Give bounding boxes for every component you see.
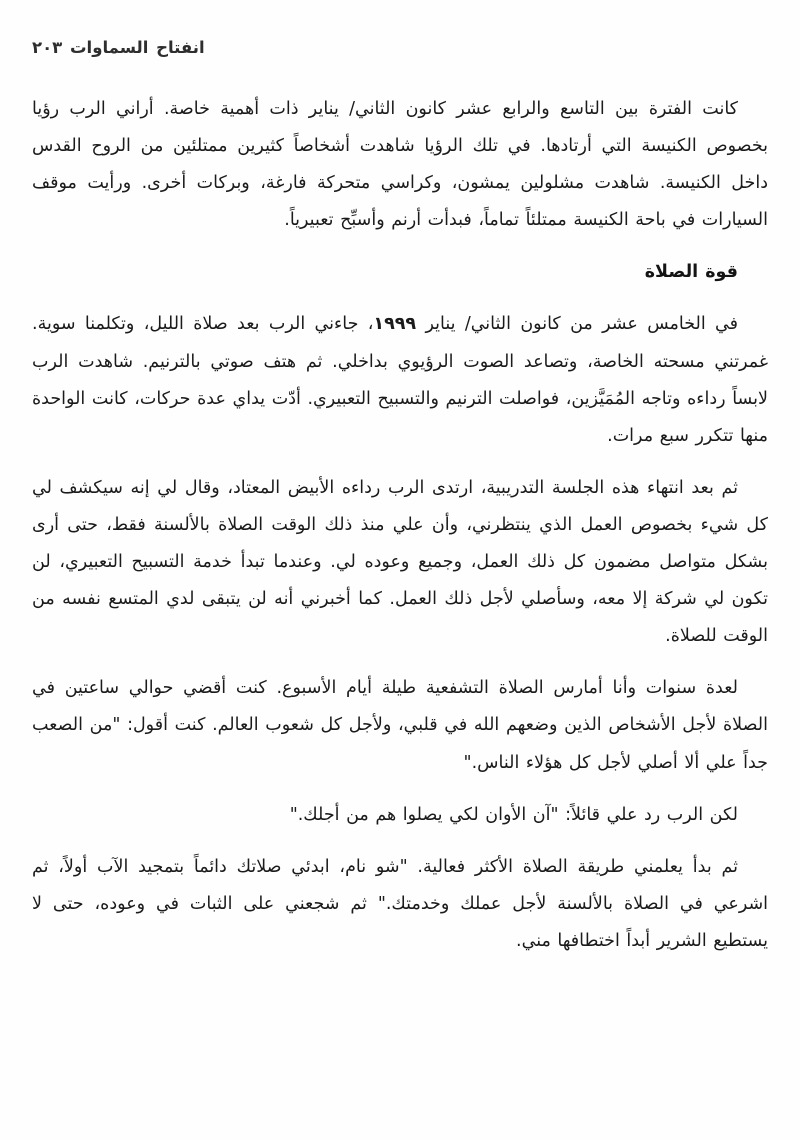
year-1999: ١٩٩٩ <box>373 314 417 335</box>
paragraph-lord-reply: لكن الرب رد علي قائلاً: "آن الأوان لكي يصلوا هم من أجلك." <box>289 804 738 825</box>
paragraph-night-prayer-after-year: ، جاءني الرب بعد صلاة الليل، وتكلمنا سوية. غمرتني مسحته الخاصة، وتصاعد الصوت الرؤيوي بداخلي. ثم هتف صوتي بالترنيم. شاهدت الرب لابساً رداءه وتاجه المُمَيَّزين، فواصلت الترنيم والتسبيح التعبيري. أدّت يداي عدة حركات، كانت الواحدة منها تتكرر سبع مرات. <box>32 314 768 446</box>
paragraph-night-prayer <box>32 306 768 454</box>
paragraph-training-session: ثم بعد انتهاء هذه الجلسة التدريبية، ارتدى الرب رداءه الأبيض المعتاد، وقال لي إنه سيكشف لي كل شيء بخصوص العمل الذي ينتظرني، وأن علي منذ ذلك الوقت الصلاة بالألسنة فقط، حتى أرى بشكل متواصل مضمون كل ذلك العمل، وجميع وعوده لي. وعندما تبدأ خدمة التسبيح التعبيري، لن تكون لي شركة إلا معه، وسأصلي لأجل ذلك العمل. كما أخبرني أنه لن يتبقى لدي المتسع نفسه من الوقت للصلاة. <box>32 477 768 647</box>
paragraph-vision: كانت الفترة بين التاسع والرابع عشر كانون الثاني/ يناير ذات أهمية خاصة. أراني الرب رؤيا بخصوص الكنيسة التي أرتادها. في تلك الرؤيا شاهدت أشخاصاً كثيرين ممتلئين من الروح القدس داخل الكنيسة. شاهدت مشلولين يمشون، وكراسي متحركة فارغة، وبركات أخرى. ورأيت موقف السيارات في باحة الكنيسة ممتلئاً تماماً، فبدأت أرنم وأسبِّح تعبيرياً. <box>32 99 768 231</box>
page-body <box>32 91 768 960</box>
section-title: قوة الصلاة <box>644 262 738 283</box>
running-header: انفتاح السماوات ٢٠٣ <box>32 38 205 57</box>
paragraph-intercessory-prayer: لعدة سنوات وأنا أمارس الصلاة التشفعية طيلة أيام الأسبوع. كنت أقضي حوالي ساعتين في الصلاة لأجل الأشخاص الذين وضعهم الله في قلبي، ولأجل كل شعوب العالم. كنت أقول: "من الصعب جداً علي ألا أصلي لأجل كل هؤلاء الناس." <box>32 678 768 773</box>
paragraph-prayer-method: ثم بدأ يعلمني طريقة الصلاة الأكثر فعالية. "شو نام، ابدئي صلاتك دائماً بتمجيد الآب أولاً، ثم اشرعي في الصلاة بالألسنة لأجل عملك وخدمتك." ثم شجعني على الثبات في وعوده، حتى لا يستطيع الشرير أبداً اختطافها مني. <box>32 856 768 951</box>
paragraph-night-prayer-before-year: في الخامس عشر من كانون الثاني/ يناير <box>416 314 738 335</box>
